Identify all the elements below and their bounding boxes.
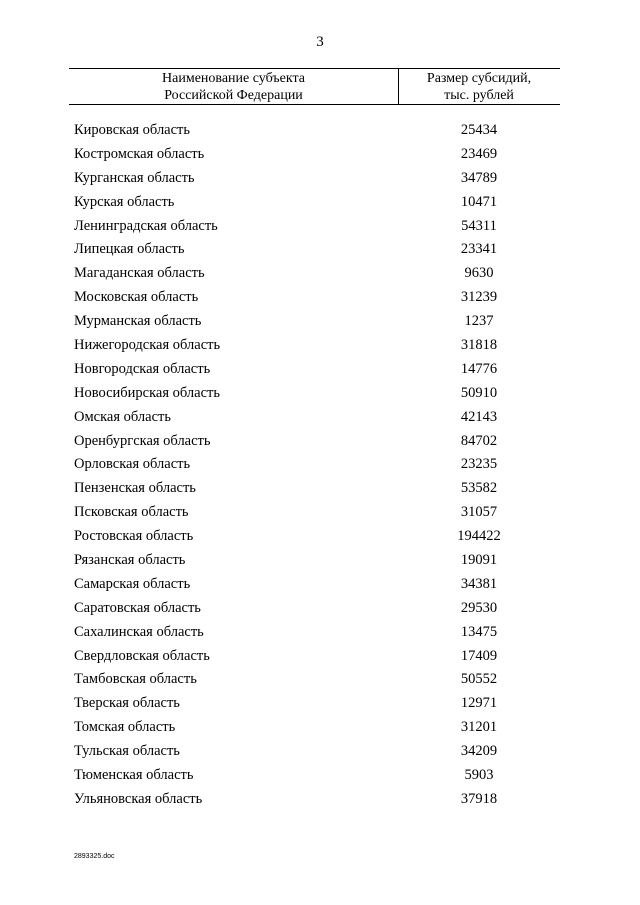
subsidy-amount: 53582 (460, 480, 498, 497)
subsidy-amount: 84702 (460, 432, 498, 449)
region-name: Тюменская область (74, 767, 194, 784)
subsidy-amount: 17409 (460, 647, 498, 664)
region-name: Мурманская область (74, 313, 202, 330)
subsidy-amount: 23235 (460, 456, 498, 473)
table-row (0, 764, 640, 788)
table-row (0, 262, 640, 286)
table-row (0, 406, 640, 430)
table-row (0, 525, 640, 549)
subsidy-amount: 50910 (460, 384, 498, 401)
document-filename: 2893325.doc (74, 853, 115, 860)
table-row (0, 358, 640, 382)
table-row (0, 597, 640, 621)
subsidy-amount: 10471 (460, 193, 498, 210)
region-name: Псковская область (74, 504, 189, 521)
table-row (0, 645, 640, 669)
subsidy-amount: 23341 (460, 241, 498, 258)
subsidy-amount: 29530 (460, 599, 498, 616)
table-row (0, 716, 640, 740)
region-name: Нижегородская область (74, 337, 221, 354)
region-name: Ростовская область (74, 528, 194, 545)
subsidy-amount: 23469 (460, 145, 498, 162)
subsidy-amount: 14776 (460, 360, 498, 377)
table-row (0, 286, 640, 310)
region-name: Новгородская область (74, 360, 211, 377)
page-number: 3 (316, 34, 324, 50)
region-name: Свердловская область (74, 647, 210, 664)
region-name: Липецкая область (74, 241, 185, 258)
column-header-region-line2: Российской Федерации (164, 88, 303, 103)
region-name: Кировская область (74, 122, 191, 138)
table-row (0, 310, 640, 334)
table-row (0, 191, 640, 215)
region-name: Сахалинская область (74, 623, 204, 640)
subsidy-amount: 34789 (460, 169, 498, 186)
subsidy-amount: 31201 (460, 719, 498, 736)
column-header-amount (398, 70, 560, 104)
subsidy-amount: 12971 (460, 695, 498, 712)
region-name: Магаданская область (74, 265, 205, 282)
table-row (0, 692, 640, 716)
table-header-bottom-rule (69, 104, 560, 105)
table-row (0, 238, 640, 262)
column-header-region-line1: Наименование субъекта (162, 71, 305, 86)
subsidy-amount: 54311 (461, 217, 497, 234)
column-header-amount-line2: тыс. рублей (444, 88, 514, 103)
subsidy-amount: 13475 (460, 623, 498, 640)
table-row (0, 740, 640, 764)
column-header-amount-line1: Размер субсидий, (426, 71, 532, 86)
region-name: Тверская область (74, 695, 180, 712)
subsidy-amount: 5903 (464, 767, 494, 784)
table-top-rule (69, 68, 560, 69)
table-row (0, 453, 640, 477)
subsidy-amount: 19091 (460, 552, 498, 569)
subsidy-amount: 31818 (460, 337, 498, 354)
region-name: Ленинградская область (74, 217, 218, 234)
region-name: Курганская область (74, 169, 195, 186)
column-header-region (69, 70, 398, 104)
subsidy-amount: 42143 (460, 408, 498, 425)
subsidy-amount: 31057 (460, 504, 498, 521)
region-name: Орловская область (74, 456, 191, 473)
table-body (0, 119, 640, 812)
table-row (0, 119, 640, 143)
region-name: Тульская область (74, 743, 180, 760)
table-row (0, 549, 640, 573)
region-name: Омская область (74, 408, 171, 425)
region-name: Ульяновская область (74, 790, 203, 807)
subsidy-amount: 9630 (464, 265, 494, 282)
table-row (0, 430, 640, 454)
region-name: Московская область (74, 289, 199, 306)
region-name: Костромская область (74, 145, 205, 162)
region-name: Новосибирская область (74, 384, 220, 401)
region-name: Пензенская область (74, 480, 196, 497)
region-name: Оренбургская область (74, 432, 211, 449)
region-name: Самарская область (74, 575, 191, 592)
subsidy-amount: 34209 (460, 743, 498, 760)
table-row (0, 215, 640, 239)
table-row (0, 382, 640, 406)
table-row (0, 573, 640, 597)
region-name: Курская область (74, 193, 175, 210)
region-name: Тамбовская область (74, 671, 197, 688)
subsidy-amount: 37918 (460, 790, 498, 807)
table-row (0, 788, 640, 812)
table-row (0, 621, 640, 645)
subsidy-amount: 1237 (464, 313, 494, 330)
table-row (0, 334, 640, 358)
table-row (0, 668, 640, 692)
subsidy-amount: 34381 (460, 575, 498, 592)
region-name: Саратовская область (74, 599, 201, 616)
subsidy-amount: 31239 (460, 289, 498, 306)
table-row (0, 501, 640, 525)
table-row (0, 167, 640, 191)
region-name: Рязанская область (74, 552, 186, 569)
table-row (0, 477, 640, 501)
region-name: Томская область (74, 719, 176, 736)
subsidy-amount: 50552 (460, 671, 498, 688)
subsidy-amount: 25434 (460, 122, 498, 138)
subsidy-amount: 194422 (457, 528, 501, 545)
table-row (0, 143, 640, 167)
